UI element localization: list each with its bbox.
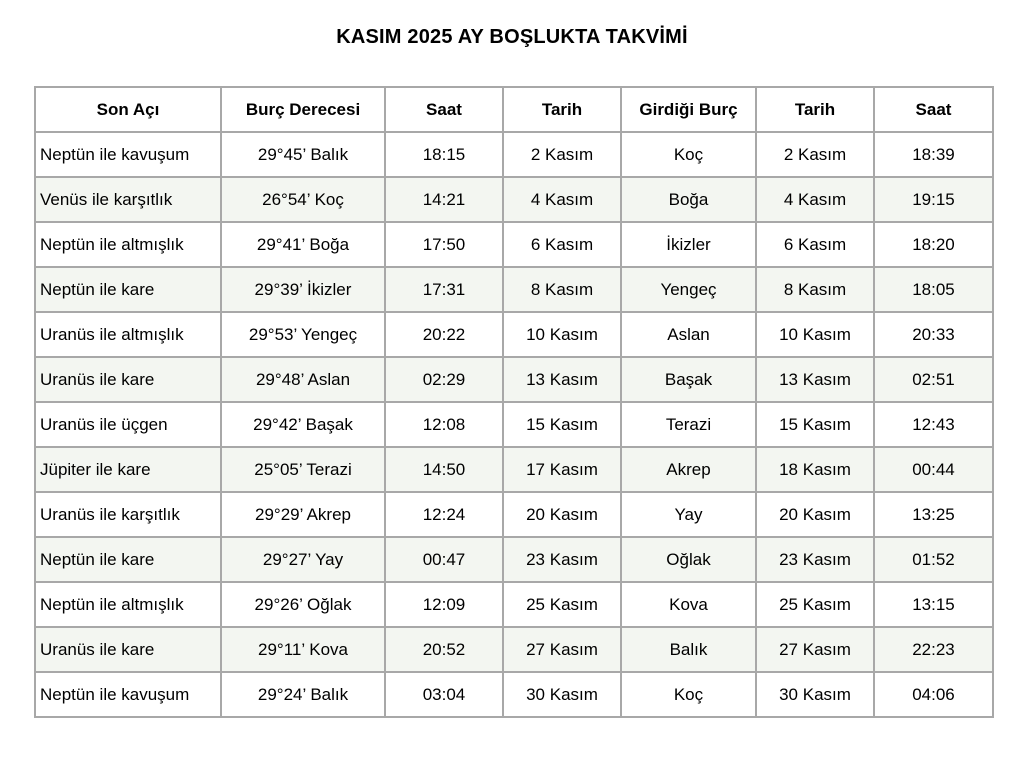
entered-sign-cell: Terazi [621, 402, 756, 447]
entry-date-cell: 10 Kasım [756, 312, 874, 357]
time-cell: 12:09 [385, 582, 503, 627]
entry-time-cell: 22:23 [874, 627, 993, 672]
header-entered-sign: Girdiği Burç [621, 87, 756, 132]
header-last-aspect: Son Açı [35, 87, 221, 132]
entry-date-cell: 2 Kasım [756, 132, 874, 177]
last-aspect-cell: Venüs ile karşıtlık [35, 177, 221, 222]
entry-date-cell: 8 Kasım [756, 267, 874, 312]
last-aspect-cell: Uranüs ile karşıtlık [35, 492, 221, 537]
entry-date-cell: 20 Kasım [756, 492, 874, 537]
date-cell: 20 Kasım [503, 492, 621, 537]
last-aspect-cell: Neptün ile kavuşum [35, 672, 221, 717]
sign-degree-cell: 29°45’ Balık [221, 132, 385, 177]
sign-degree-cell: 29°29’ Akrep [221, 492, 385, 537]
entered-sign-cell: Başak [621, 357, 756, 402]
table-row [35, 447, 993, 492]
table-row [35, 402, 993, 447]
sign-degree-cell: 29°26’ Oğlak [221, 582, 385, 627]
entry-time-cell: 02:51 [874, 357, 993, 402]
time-cell: 18:15 [385, 132, 503, 177]
entry-date-cell: 6 Kasım [756, 222, 874, 267]
entry-date-cell: 30 Kasım [756, 672, 874, 717]
last-aspect-cell: Uranüs ile altmışlık [35, 312, 221, 357]
entry-date-cell: 27 Kasım [756, 627, 874, 672]
table-row [35, 537, 993, 582]
entry-date-cell: 18 Kasım [756, 447, 874, 492]
entry-time-cell: 18:05 [874, 267, 993, 312]
entered-sign-cell: Koç [621, 132, 756, 177]
time-cell: 12:24 [385, 492, 503, 537]
date-cell: 23 Kasım [503, 537, 621, 582]
header-entry-time: Saat [874, 87, 993, 132]
header-entry-date: Tarih [756, 87, 874, 132]
entered-sign-cell: Balık [621, 627, 756, 672]
entry-date-cell: 13 Kasım [756, 357, 874, 402]
date-cell: 30 Kasım [503, 672, 621, 717]
entry-date-cell: 25 Kasım [756, 582, 874, 627]
table-row [35, 222, 993, 267]
date-cell: 8 Kasım [503, 267, 621, 312]
sign-degree-cell: 29°24’ Balık [221, 672, 385, 717]
last-aspect-cell: Neptün ile altmışlık [35, 222, 221, 267]
entry-time-cell: 18:20 [874, 222, 993, 267]
last-aspect-cell: Uranüs ile üçgen [35, 402, 221, 447]
entry-time-cell: 20:33 [874, 312, 993, 357]
table-row [35, 357, 993, 402]
entry-time-cell: 13:25 [874, 492, 993, 537]
entry-date-cell: 4 Kasım [756, 177, 874, 222]
entered-sign-cell: Akrep [621, 447, 756, 492]
entry-date-cell: 15 Kasım [756, 402, 874, 447]
entry-time-cell: 01:52 [874, 537, 993, 582]
time-cell: 14:21 [385, 177, 503, 222]
last-aspect-cell: Neptün ile kare [35, 267, 221, 312]
date-cell: 4 Kasım [503, 177, 621, 222]
date-cell: 15 Kasım [503, 402, 621, 447]
table-row [35, 672, 993, 717]
entry-date-cell: 23 Kasım [756, 537, 874, 582]
entry-time-cell: 00:44 [874, 447, 993, 492]
time-cell: 17:50 [385, 222, 503, 267]
entered-sign-cell: Yengeç [621, 267, 756, 312]
time-cell: 20:22 [385, 312, 503, 357]
header-time: Saat [385, 87, 503, 132]
entered-sign-cell: Yay [621, 492, 756, 537]
sign-degree-cell: 29°48’ Aslan [221, 357, 385, 402]
sign-degree-cell: 29°41’ Boğa [221, 222, 385, 267]
date-cell: 25 Kasım [503, 582, 621, 627]
time-cell: 17:31 [385, 267, 503, 312]
time-cell: 02:29 [385, 357, 503, 402]
last-aspect-cell: Neptün ile altmışlık [35, 582, 221, 627]
last-aspect-cell: Uranüs ile kare [35, 357, 221, 402]
table-row [35, 177, 993, 222]
sign-degree-cell: 29°11’ Kova [221, 627, 385, 672]
table-row [35, 582, 993, 627]
table-row [35, 132, 993, 177]
sign-degree-cell: 29°53’ Yengeç [221, 312, 385, 357]
entered-sign-cell: İkizler [621, 222, 756, 267]
date-cell: 17 Kasım [503, 447, 621, 492]
table-row [35, 312, 993, 357]
header-date: Tarih [503, 87, 621, 132]
entry-time-cell: 04:06 [874, 672, 993, 717]
entry-time-cell: 12:43 [874, 402, 993, 447]
table-body [35, 132, 993, 717]
entry-time-cell: 18:39 [874, 132, 993, 177]
entered-sign-cell: Kova [621, 582, 756, 627]
entered-sign-cell: Boğa [621, 177, 756, 222]
table-row [35, 492, 993, 537]
date-cell: 2 Kasım [503, 132, 621, 177]
time-cell: 20:52 [385, 627, 503, 672]
page-title: KASIM 2025 AY BOŞLUKTA TAKVİMİ [336, 26, 688, 48]
sign-degree-cell: 26°54’ Koç [221, 177, 385, 222]
entry-time-cell: 19:15 [874, 177, 993, 222]
sign-degree-cell: 25°05’ Terazi [221, 447, 385, 492]
entered-sign-cell: Oğlak [621, 537, 756, 582]
entered-sign-cell: Koç [621, 672, 756, 717]
date-cell: 13 Kasım [503, 357, 621, 402]
date-cell: 10 Kasım [503, 312, 621, 357]
header-row [35, 87, 993, 132]
entry-time-cell: 13:15 [874, 582, 993, 627]
time-cell: 12:08 [385, 402, 503, 447]
time-cell: 03:04 [385, 672, 503, 717]
date-cell: 6 Kasım [503, 222, 621, 267]
time-cell: 14:50 [385, 447, 503, 492]
last-aspect-cell: Uranüs ile kare [35, 627, 221, 672]
table-row [35, 267, 993, 312]
table-row [35, 627, 993, 672]
date-cell: 27 Kasım [503, 627, 621, 672]
last-aspect-cell: Jüpiter ile kare [35, 447, 221, 492]
sign-degree-cell: 29°42’ Başak [221, 402, 385, 447]
sign-degree-cell: 29°27’ Yay [221, 537, 385, 582]
last-aspect-cell: Neptün ile kavuşum [35, 132, 221, 177]
sign-degree-cell: 29°39’ İkizler [221, 267, 385, 312]
table-header [35, 87, 993, 132]
entered-sign-cell: Aslan [621, 312, 756, 357]
header-sign-degree: Burç Derecesi [221, 87, 385, 132]
last-aspect-cell: Neptün ile kare [35, 537, 221, 582]
void-of-course-table [34, 86, 994, 718]
time-cell: 00:47 [385, 537, 503, 582]
